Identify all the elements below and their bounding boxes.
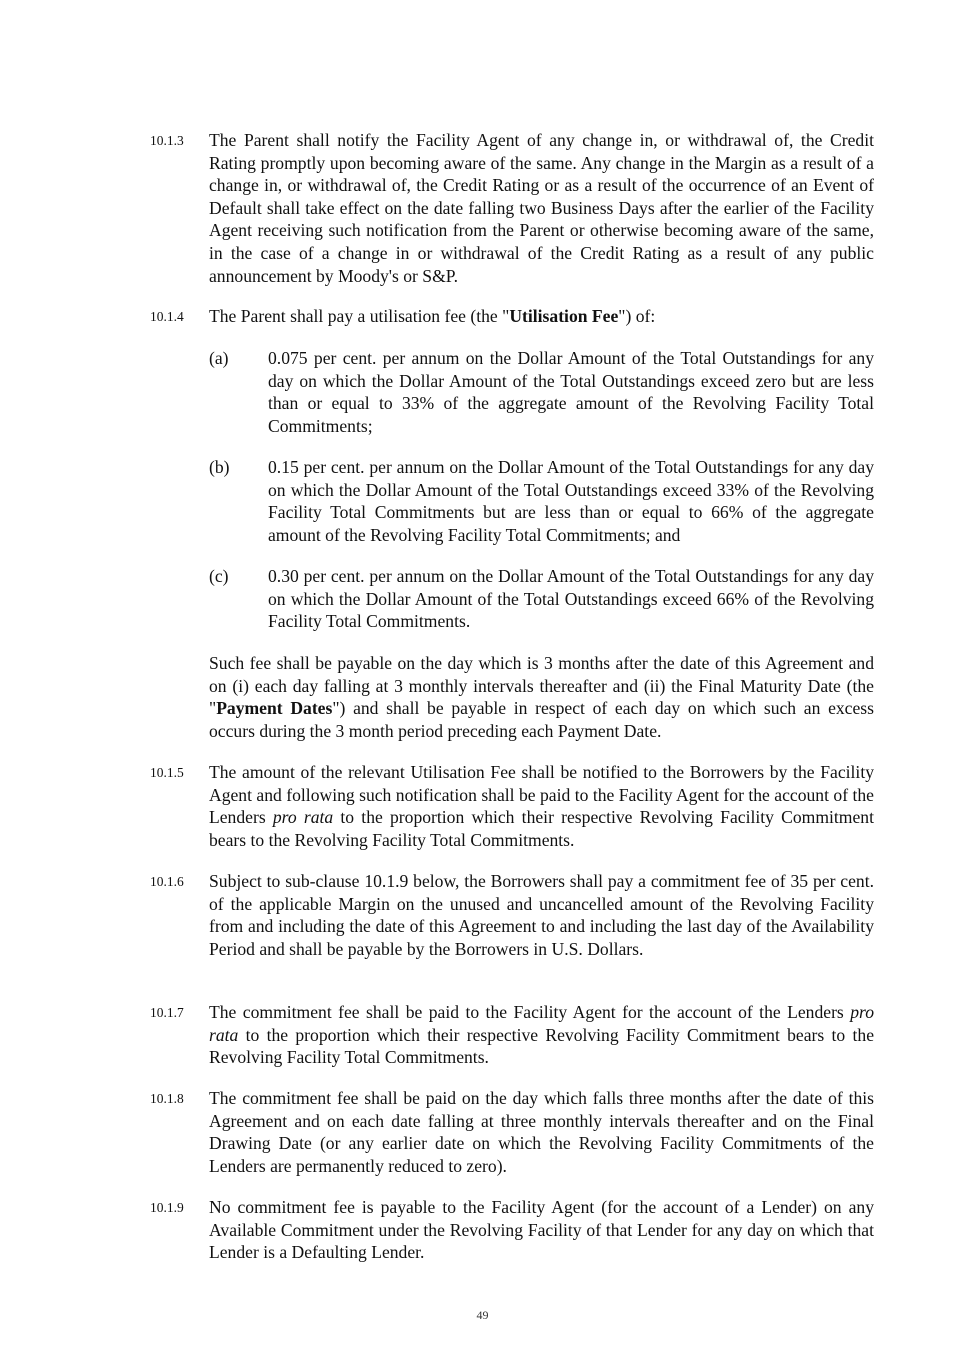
clause-text: The commitment fee shall be paid on the day which falls three months after the date of this Agreement and on each date falling at three monthly intervals thereafter and on the Final Drawing Date (or any earlier date on which the Revolving Facility Commitments of the Lenders are permanently reduced to zero). <box>209 1088 874 1176</box>
clause-10-1-7 <box>150 1001 874 1069</box>
sub-item-c <box>209 565 874 633</box>
sub-item-b <box>209 456 874 546</box>
sub-item-a <box>209 347 874 437</box>
latin-term: pro rata <box>272 807 334 828</box>
clause-text: The Parent shall pay a utilisation fee (the "Utilisation Fee") of: <box>209 306 656 326</box>
clause-number: 10.1.4 <box>150 309 184 324</box>
clause-text: The amount of the relevant Utilisation Fee shall be notified to the Borrowers by the Facility Agent and following such notification shall be paid to the Facility Agent for the account of the Lenders pro rata to the proportion which their respective Revolving Facility Commitment bears to the Revolving Facility Total Commitments. <box>209 762 874 850</box>
clause-10-1-6 <box>150 870 874 960</box>
clause-number: 10.1.9 <box>150 1200 184 1215</box>
clause-10-1-3 <box>150 129 874 287</box>
sub-item-label: (c) <box>209 566 229 586</box>
clause-number: 10.1.3 <box>150 133 184 148</box>
sub-item-text: 0.075 per cent. per annum on the Dollar Amount of the Total Outstandings for any day on which the Dollar Amount of the Total Outstandings exceed zero but are less than or equal to 33% of the aggregate amount of the Revolving Facility Total Commitments; <box>268 348 874 436</box>
defined-term: Payment Dates <box>216 698 333 719</box>
clause-text: Subject to sub-clause 10.1.9 below, the Borrowers shall pay a commitment fee of 35 per cent. of the applicable Margin on the unused and uncancelled amount of the Revolving Facility from and including the date of this Agreement to and including the last day of the Availability Period and shall be payable by the Borrowers in U.S. Dollars. <box>209 871 874 959</box>
clause-10-1-4 <box>150 305 874 328</box>
clause-10-1-9 <box>150 1196 874 1264</box>
sub-item-label: (b) <box>209 457 230 477</box>
clause-number: 10.1.7 <box>150 1005 184 1020</box>
page-number: 49 <box>476 1308 489 1322</box>
clause-number: 10.1.5 <box>150 765 184 780</box>
defined-term: Utilisation Fee <box>509 306 619 326</box>
clause-text: No commitment fee is payable to the Facility Agent (for the account of a Lender) on any Available Commitment under the Revolving Facility of that Lender for any day on which that Lender is a Defaulting Lender. <box>209 1197 874 1263</box>
sub-item-text: 0.30 per cent. per annum on the Dollar Amount of the Total Outstandings for any day on which the Dollar Amount of the Total Outstandings exceed 66% of the Revolving Facility Total Commitments. <box>268 566 874 632</box>
clause-10-1-5 <box>150 761 874 851</box>
sub-item-text: 0.15 per cent. per annum on the Dollar Amount of the Total Outstandings for any day on which the Dollar Amount of the Total Outstandings exceed 33% of the Revolving Facility Total Commitments but are less than or equal to 66% of the aggregate amount of the Revolving Facility Total Commitments; and <box>268 457 874 545</box>
clause-text: The Parent shall notify the Facility Agent of any change in, or withdrawal of, the Credit Rating promptly upon becoming aware of the same. Any change in the Margin as a result of a change in, or withdrawal of, the Credit Rating or as a result of the occurrence of an Event of Default shall take effect on the date falling two Business Days after the earlier of the Facility Agent receiving such notification from the Parent or otherwise becoming aware of the same, in the case of a change in or withdrawal of the Credit Rating as a result of any public announcement by Moody's or S&P. <box>209 130 874 286</box>
clause-10-1-8 <box>150 1087 874 1177</box>
latin-term: pro rata <box>209 1002 874 1045</box>
clause-text: The commitment fee shall be paid to the Facility Agent for the account of the Lenders pro rata to the proportion which their respective Revolving Facility Commitment bears to the Revolving Facility Total Commitments. <box>209 1002 874 1068</box>
clause-number: 10.1.8 <box>150 1091 184 1106</box>
clause-10-1-4-tail: Such fee shall be payable on the day which is 3 months after the date of this Agreement and on (i) each day falling at 3 monthly intervals thereafter and (ii) the Final Maturity Date (the "Payment Dates") and shall be payable in respect of each day on which such an excess occurs during the 3 month period preceding each Payment Date. <box>209 653 874 741</box>
sub-item-label: (a) <box>209 348 229 368</box>
clause-number: 10.1.6 <box>150 874 184 889</box>
